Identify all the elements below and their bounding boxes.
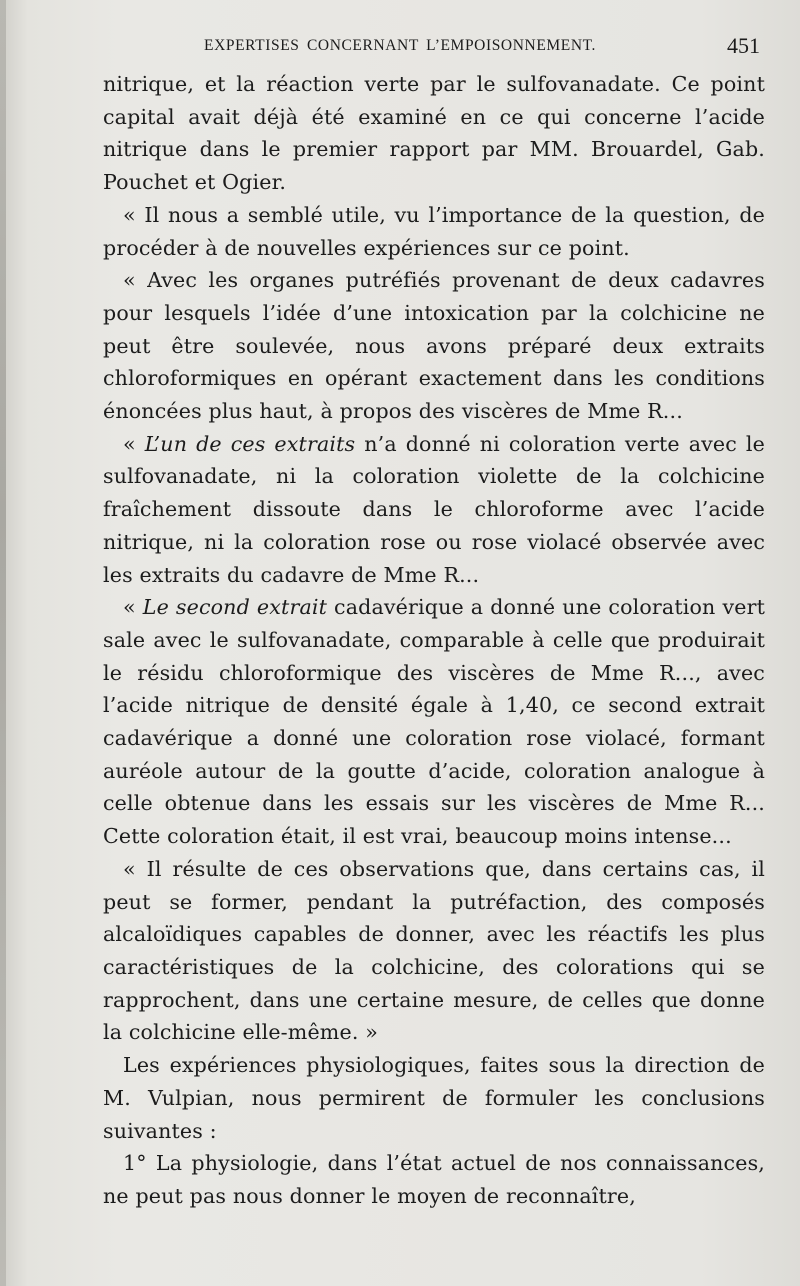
paragraph-6 bbox=[103, 853, 765, 1049]
italic-phrase: L’un de ces extraits bbox=[144, 431, 356, 456]
page-number: 451 bbox=[727, 33, 760, 58]
paragraph-8 bbox=[103, 1147, 765, 1212]
page-header bbox=[104, 33, 760, 61]
paragraph-1 bbox=[103, 68, 765, 199]
paragraph-text: nitrique, et la réaction verte par le sulfovanadate. Ce point capital avait déjà été examiné en ce qui concerne l’acide nitrique dans le premier rapport par MM. Brouardel, Gab. Pouchet et Ogier. bbox=[103, 72, 765, 195]
italic-phrase: Le second extrait bbox=[142, 595, 328, 620]
page-edge-shadow bbox=[0, 0, 6, 1286]
paragraph-text: Les expériences physiologiques, faites sous la direction de M. Vulpian, nous permirent de formuler les conclusions suivantes : bbox=[103, 1053, 765, 1143]
quote-mark: « bbox=[123, 431, 145, 456]
paragraph-text: 1° La physiologie, dans l’état actuel de nos connaissances, ne peut pas nous donner le moyen de reconnaître, bbox=[103, 1151, 765, 1208]
paragraph-4 bbox=[103, 428, 765, 592]
body-text bbox=[103, 68, 765, 1213]
paragraph-text: n’a donné ni coloration verte avec le sulfovanadate, ni la coloration violette de la colchicine fraîchement dissoute dans le chloroforme avec l’acide nitrique, ni la coloration rose ou rose violacé observée avec les extraits du cadavre de Mme R... bbox=[103, 431, 765, 587]
paragraph-text: « Il résulte de ces observations que, dans certains cas, il peut se former, pendant la putréfaction, des composés alcaloïdiques capables de donner, avec les réactifs les plus caractéristiques de la colchicine, des colorations qui se rapprochent, dans une certaine mesure, de celles que donne la colchicine elle-même. » bbox=[103, 856, 765, 1045]
running-title: EXPERTISES CONCERNANT L’EMPOISONNEMENT. bbox=[204, 37, 597, 54]
paragraph-5 bbox=[103, 591, 765, 853]
paragraph-text: « Avec les organes putréfiés provenant de deux cadavres pour lesquels l’idée d’une intoxication par la colchicine ne peut être soulevée, nous avons préparé deux extraits chloroformiques en opérant exactement dans les conditions énoncées plus haut, à propos des viscères de Mme R... bbox=[103, 268, 765, 424]
quote-mark: « bbox=[123, 595, 143, 620]
paragraph-7 bbox=[103, 1049, 765, 1147]
paragraph-2 bbox=[103, 199, 765, 264]
paragraph-text: « Il nous a semblé utile, vu l’importance de la question, de procéder à de nouvelles expériences sur ce point. bbox=[103, 202, 765, 260]
paragraph-text: cadavérique a donné une coloration vert sale avec le sulfovanadate, comparable à celle que produirait le résidu chloroformique des viscères de Mme R..., avec l’acide nitrique de densité égale à 1,40, ce second extrait cadavérique a donné une coloration rose violacé, formant auréole autour de la goutte d’acide, coloration analogue à celle obtenue dans les essais sur les viscères de Mme R... Cette coloration était, il est vrai, beaucoup moins intense... bbox=[103, 595, 765, 849]
paragraph-3 bbox=[103, 264, 765, 428]
